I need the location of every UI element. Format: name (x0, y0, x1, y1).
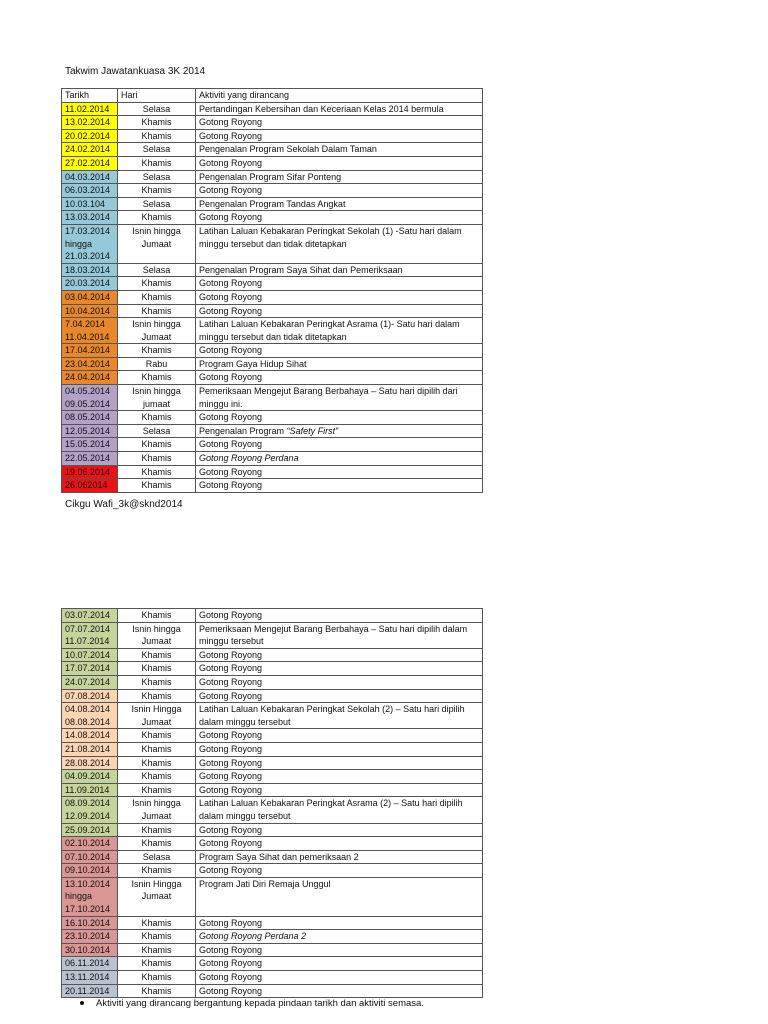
day-cell: Khamis (118, 662, 196, 676)
activity-cell (196, 916, 483, 930)
date-cell: 27.02.2014 (62, 156, 118, 170)
table-row (62, 211, 483, 225)
activity-text: Gotong Royong (199, 784, 263, 795)
activity-text: Gotong Royong (199, 649, 263, 660)
day-cell: Isnin hingga Jumaat (118, 224, 196, 263)
day-cell: Khamis (118, 452, 196, 466)
header-hari: Hari (118, 89, 196, 103)
date-cell: 07.07.2014 11.07.2014 (62, 622, 118, 648)
day-cell: Selasa (118, 170, 196, 184)
activity-text: Gotong Royong (199, 757, 263, 768)
date-cell: 11.09.2014 (62, 783, 118, 797)
date-cell: 30.10.2014 (62, 943, 118, 957)
date-cell: 10.07.2014 (62, 648, 118, 662)
table-row (62, 662, 483, 676)
activity-text: Pemeriksaan Mengejut Barang Berbahaya – Satu hari dipilih dalam minggu tersebut (199, 623, 468, 647)
date-cell: 21.08.2014 (62, 742, 118, 756)
day-cell: Khamis (118, 371, 196, 385)
table-row (62, 452, 483, 466)
schedule-table-2 (61, 608, 483, 998)
activity-text: Pemeriksaan Mengejut Barang Berbahaya – Satu hari dipilih dari minggu ini. (199, 386, 458, 409)
activity-cell (196, 102, 483, 116)
day-cell: Khamis (118, 742, 196, 756)
activity-text: Gotong Royong (199, 944, 263, 955)
activity-cell (196, 424, 483, 438)
activity-cell (196, 129, 483, 143)
table-row (62, 170, 483, 184)
date-cell: 17.03.2014 hingga 21.03.2014 (62, 224, 118, 263)
date-cell: 20.03.2014 (62, 277, 118, 291)
activity-cell (196, 797, 483, 823)
header-tarikh: Tarikh (62, 89, 118, 103)
day-cell: Selasa (118, 424, 196, 438)
table-row (62, 729, 483, 743)
activity-cell (196, 930, 483, 944)
date-cell: 13.02.2014 (62, 116, 118, 130)
date-cell: 15.05.2014 (62, 438, 118, 452)
day-cell: Khamis (118, 823, 196, 837)
activity-cell (196, 263, 483, 277)
table-row (62, 930, 483, 944)
table-row (62, 877, 483, 916)
date-cell: 13.10.2014 hingga 17.10.2014 (62, 877, 118, 916)
activity-text: Latihan Laluan Kebakaran Peringkat Asrama (1)- Satu hari dalam minggu tersebut dan tidak ditetapkan (199, 319, 460, 342)
table-row (62, 916, 483, 930)
activity-text: Gotong Royong (199, 972, 263, 983)
date-cell: 04.03.2014 (62, 170, 118, 184)
activity-text: Gotong Royong (199, 690, 263, 701)
table-row (62, 943, 483, 957)
bullet-icon (80, 1001, 84, 1005)
activity-text: Latihan Laluan Kebakaran Peringkat Asrama (2) – Satu hari dipilih dalam minggu tersebut (199, 798, 463, 821)
activity-text: Gotong Royong (199, 838, 263, 849)
table-row (62, 371, 483, 385)
activity-text: Gotong Royong (199, 278, 263, 289)
table-row (62, 318, 483, 344)
activity-text: Gotong Royong (199, 771, 263, 782)
activity-italic-text: “Safety First” (286, 425, 339, 436)
activity-cell (196, 211, 483, 225)
activity-cell (196, 224, 483, 263)
day-cell: Selasa (118, 143, 196, 157)
day-cell: Isnin hingga Jumaat (118, 797, 196, 823)
date-cell: 26.062014 (62, 479, 118, 493)
day-cell: Isnin hingga Jumaat (118, 622, 196, 648)
day-cell: Khamis (118, 783, 196, 797)
day-cell: Khamis (118, 277, 196, 291)
activity-text: Gotong Royong (199, 466, 263, 477)
table-row (62, 689, 483, 703)
table-row (62, 304, 483, 318)
activity-text: Gotong Royong (199, 743, 263, 754)
day-cell: Khamis (118, 729, 196, 743)
table-row (62, 770, 483, 784)
activity-text: Gotong Royong (199, 985, 263, 996)
activity-cell (196, 823, 483, 837)
activity-cell (196, 452, 483, 466)
date-cell: 10.04.2014 (62, 304, 118, 318)
activity-text: Pengenalan Program Tandas Angkat (199, 198, 346, 209)
day-cell: Khamis (118, 756, 196, 770)
table-row (62, 957, 483, 971)
day-cell: Khamis (118, 689, 196, 703)
table-row (62, 102, 483, 116)
activity-cell (196, 729, 483, 743)
date-cell: 28.08.2014 (62, 756, 118, 770)
activity-cell (196, 971, 483, 985)
activity-text: Gotong Royong (199, 480, 263, 491)
signature-text: Cikgu Wafi_3k@sknd2014 (65, 499, 183, 510)
date-cell: 23.04.2014 (62, 357, 118, 371)
activity-text: Gotong Royong (199, 730, 263, 741)
day-cell: Isnin Hingga Jumaat (118, 877, 196, 916)
date-cell: 03.07.2014 (62, 609, 118, 623)
note-bullet (80, 998, 424, 1009)
activity-cell (196, 877, 483, 916)
date-cell: 03.04.2014 (62, 290, 118, 304)
activity-cell (196, 783, 483, 797)
day-cell: Khamis (118, 479, 196, 493)
activity-text: Gotong Royong (199, 958, 263, 969)
activity-cell (196, 385, 483, 411)
day-cell: Khamis (118, 304, 196, 318)
day-cell: Khamis (118, 211, 196, 225)
activity-text: Gotong Royong (199, 610, 263, 620)
day-cell: Khamis (118, 648, 196, 662)
activity-cell (196, 943, 483, 957)
table-row (62, 184, 483, 198)
date-cell: 13.03.2014 (62, 211, 118, 225)
day-cell: Isnin hingga Jumaat (118, 318, 196, 344)
date-cell: 07.08.2014 (62, 689, 118, 703)
activity-cell (196, 479, 483, 493)
activity-cell (196, 156, 483, 170)
date-cell: 08.05.2014 (62, 411, 118, 425)
day-cell: Khamis (118, 837, 196, 851)
day-cell: Khamis (118, 984, 196, 998)
activity-cell (196, 622, 483, 648)
table-row (62, 277, 483, 291)
activity-text: Gotong Royong (199, 372, 263, 383)
table-row (62, 357, 483, 371)
table-row (62, 864, 483, 878)
activity-text: Gotong Royong (199, 345, 263, 356)
date-cell: 12.05.2014 (62, 424, 118, 438)
schedule-table-1 (61, 88, 483, 493)
activity-text: Gotong Royong (199, 917, 263, 928)
activity-cell (196, 850, 483, 864)
date-cell: 22.05.2014 (62, 452, 118, 466)
activity-cell (196, 304, 483, 318)
table-row (62, 797, 483, 823)
date-cell: 04.08.2014 08.08.2014 (62, 703, 118, 729)
table-row (62, 344, 483, 358)
day-cell: Selasa (118, 850, 196, 864)
activity-text: Gotong Royong (199, 185, 263, 196)
activity-cell (196, 609, 483, 623)
day-cell: Khamis (118, 438, 196, 452)
date-cell: 02.10.2014 (62, 837, 118, 851)
activity-cell (196, 770, 483, 784)
activity-text: Program Saya Sihat dan pemeriksaan 2 (199, 851, 359, 862)
activity-cell (196, 143, 483, 157)
date-cell: 14.08.2014 (62, 729, 118, 743)
date-cell: 11.02.2014 (62, 102, 118, 116)
activity-cell (196, 371, 483, 385)
table-row (62, 424, 483, 438)
table-row (62, 622, 483, 648)
activity-cell (196, 357, 483, 371)
date-cell: 18.03.2014 (62, 263, 118, 277)
activity-cell (196, 837, 483, 851)
table-row (62, 143, 483, 157)
table-header-row (62, 89, 483, 103)
table-row (62, 479, 483, 493)
table-row (62, 984, 483, 998)
activity-italic-text: Gotong Royong Perdana 2 (199, 931, 307, 942)
activity-cell (196, 277, 483, 291)
day-cell: Khamis (118, 344, 196, 358)
activity-cell (196, 957, 483, 971)
activity-text: Gotong Royong (199, 157, 263, 168)
day-cell: Khamis (118, 770, 196, 784)
activity-text: Pengenalan Program Saya Sihat dan Pemeriksaan (199, 264, 403, 275)
activity-text: Gotong Royong (199, 676, 263, 687)
table-row (62, 411, 483, 425)
activity-text: Gotong Royong (199, 130, 263, 141)
day-cell: Selasa (118, 197, 196, 211)
activity-cell (196, 290, 483, 304)
activity-cell (196, 703, 483, 729)
date-cell: 16.10.2014 (62, 916, 118, 930)
table-row (62, 116, 483, 130)
table-row (62, 438, 483, 452)
day-cell: Selasa (118, 263, 196, 277)
table-row (62, 609, 483, 623)
activity-cell (196, 438, 483, 452)
date-cell: 20.02.2014 (62, 129, 118, 143)
activity-italic-text: Gotong Royong Perdana (199, 453, 299, 464)
activity-text: Gotong Royong (199, 212, 263, 223)
day-cell: Khamis (118, 184, 196, 198)
table-row (62, 742, 483, 756)
activity-text: Pengenalan Program Sifar Ponteng (199, 171, 342, 182)
activity-cell (196, 465, 483, 479)
date-cell: 04.09.2014 (62, 770, 118, 784)
activity-cell (196, 318, 483, 344)
table-row (62, 837, 483, 851)
day-cell: Khamis (118, 129, 196, 143)
table-row (62, 224, 483, 263)
date-cell: 17.04.2014 (62, 344, 118, 358)
date-cell: 25.09.2014 (62, 823, 118, 837)
day-cell: Khamis (118, 971, 196, 985)
day-cell: Khamis (118, 156, 196, 170)
day-cell: Khamis (118, 916, 196, 930)
day-cell: Khamis (118, 290, 196, 304)
table-row (62, 648, 483, 662)
activity-cell (196, 742, 483, 756)
activity-cell (196, 116, 483, 130)
activity-cell (196, 344, 483, 358)
day-cell: Khamis (118, 609, 196, 623)
table-row (62, 129, 483, 143)
date-cell: 24.04.2014 (62, 371, 118, 385)
date-cell: 13.11.2014 (62, 971, 118, 985)
activity-cell (196, 170, 483, 184)
table-row (62, 290, 483, 304)
activity-cell (196, 411, 483, 425)
table-row (62, 156, 483, 170)
day-cell: Khamis (118, 957, 196, 971)
date-cell: 24.02.2014 (62, 143, 118, 157)
document-title: Takwim Jawatankuasa 3K 2014 (65, 66, 206, 77)
activity-text: Program Jati Diri Remaja Unggul (199, 878, 331, 889)
day-cell: Isnin hingga jumaat (118, 385, 196, 411)
date-cell: 24.07.2014 (62, 675, 118, 689)
activity-text: Pengenalan Program Sekolah Dalam Taman (199, 144, 377, 155)
day-cell: Khamis (118, 116, 196, 130)
activity-text: Pengenalan Program (199, 425, 287, 436)
activity-text: Latihan Laluan Kebakaran Peringkat Sekolah (2) – Satu hari dipilih dalam minggu tersebut (199, 704, 465, 727)
activity-cell (196, 864, 483, 878)
activity-cell (196, 689, 483, 703)
activity-text: Gotong Royong (199, 663, 263, 674)
day-cell: Khamis (118, 864, 196, 878)
activity-text: Latihan Laluan Kebakaran Peringkat Sekolah (1) -Satu hari dalam minggu tersebut dan tidak ditetapkan (199, 225, 462, 249)
date-cell: 10.03.104 (62, 197, 118, 211)
note-text: Aktiviti yang dirancang bergantung kepada pindaan tarikh dan aktiviti semasa. (96, 998, 424, 1009)
day-cell: Rabu (118, 357, 196, 371)
date-cell: 19.06.2014 (62, 465, 118, 479)
table-row (62, 465, 483, 479)
activity-cell (196, 984, 483, 998)
table-row (62, 385, 483, 411)
activity-cell (196, 648, 483, 662)
table-row (62, 197, 483, 211)
date-cell: 06.03.2014 (62, 184, 118, 198)
day-cell: Selasa (118, 102, 196, 116)
date-cell: 09.10.2014 (62, 864, 118, 878)
activity-text: Program Gaya Hidup Sihat (199, 358, 307, 369)
date-cell: 08.09.2014 12.09.2014 (62, 797, 118, 823)
table-row (62, 675, 483, 689)
activity-text: Pertandingan Kebersihan dan Keceriaan Kelas 2014 bermula (199, 103, 444, 114)
date-cell: 7.04.2014 11.04.2014 (62, 318, 118, 344)
activity-cell (196, 662, 483, 676)
date-cell: 23.10.2014 (62, 930, 118, 944)
header-aktiviti: Aktiviti yang dirancang (196, 89, 483, 103)
activity-text: Gotong Royong (199, 291, 263, 302)
day-cell: Khamis (118, 943, 196, 957)
day-cell: Khamis (118, 411, 196, 425)
activity-text: Gotong Royong (199, 305, 263, 316)
date-cell: 20.11.2014 (62, 984, 118, 998)
activity-text: Gotong Royong (199, 117, 263, 128)
activity-text: Gotong Royong (199, 439, 263, 450)
day-cell: Khamis (118, 930, 196, 944)
date-cell: 04.05.2014 09.05.2014 (62, 385, 118, 411)
activity-text: Gotong Royong (199, 412, 263, 423)
activity-cell (196, 675, 483, 689)
date-cell: 06.11.2014 (62, 957, 118, 971)
activity-text: Gotong Royong (199, 865, 263, 876)
table-row (62, 823, 483, 837)
activity-text: Gotong Royong (199, 824, 263, 835)
table-row (62, 703, 483, 729)
table-row (62, 756, 483, 770)
activity-cell (196, 184, 483, 198)
date-cell: 07.10.2014 (62, 850, 118, 864)
day-cell: Isnin Hingga Jumaat (118, 703, 196, 729)
table-row (62, 850, 483, 864)
table-row (62, 263, 483, 277)
date-cell: 17.07.2014 (62, 662, 118, 676)
day-cell: Khamis (118, 465, 196, 479)
day-cell: Khamis (118, 675, 196, 689)
table-row (62, 971, 483, 985)
activity-cell (196, 197, 483, 211)
activity-cell (196, 756, 483, 770)
table-row (62, 783, 483, 797)
